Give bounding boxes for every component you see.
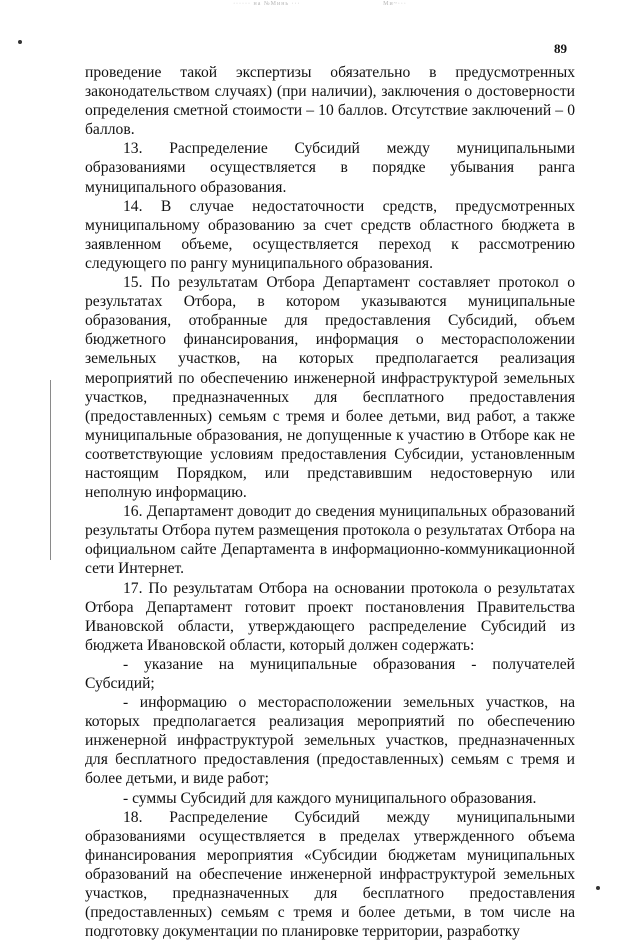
paragraph-17: 17. По результатам Отбора на основании протокола о результатах Отбора Департамент готовит проект постановления Правительства Ивановской области, утверждающего распределение Субсидий из бюджета Ивановской области, который должен содержать:	[85, 579, 575, 654]
paragraph-16: 16. Департамент доводит до сведения муниципальных образований результаты Отбора путем размещения протокола о результатах Отбора на официальном сайте Департамента в информационно-коммуникационной сети Интернет.	[85, 503, 575, 578]
scan-header-left: ······ на №Минь ···	[233, 1, 301, 7]
scan-dot	[18, 40, 22, 44]
paragraph-continuation: проведение такой экспертизы обязательно в предусмотренных законодательством случаях) (при наличии), заключения о достоверности определения сметной стоимости – 10 баллов. Отсутствие заключений – 0 баллов.	[85, 64, 575, 139]
scan-dot	[596, 886, 600, 890]
paragraph-14: 14. В случае недостаточности средств, предусмотренных муниципальному образованию за счет средств областного бюджета в заявленном объеме, осуществляется переход к рассмотрению следующего по рангу муниципального образования.	[85, 197, 575, 272]
document-body	[85, 63, 575, 941]
page-number: 89	[554, 41, 567, 56]
paragraph-13: 13. Распределение Субсидий между муниципальными образованиями осуществляется в порядке убывания ранга муниципального образования.	[85, 140, 575, 196]
paragraph-18: 18. Распределение Субсидий между муниципальными образованиями осуществляется в пределах утвержденного объема финансирования мероприятия «Субсидии бюджетам муниципальных образований на обеспечение инженерной инфраструктурой земельных участков, предназначенных для бесплатного предоставления (предоставленных) семьям с тремя и более детьми, в том числе на подготовку документации по планировке территории, разработку	[85, 808, 575, 941]
list-item-amounts: - суммы Субсидий для каждого муниципального образования.	[123, 789, 537, 807]
scan-header	[0, 1, 640, 7]
margin-line	[50, 380, 51, 560]
scan-header-right: Ми~···	[383, 1, 407, 7]
list-item-location: - информацию о месторасположении земельных участков, на которых предполагается реализация мероприятий по обеспечению инженерной инфраструктурой земельных участков, предназначенных для бесплатного предоставления (предоставленных) семьям с тремя и более детьми, и виде работ;	[85, 694, 575, 788]
list-item-recipients: - указание на муниципальные образования - получателей Субсидий;	[85, 655, 575, 692]
paragraph-15: 15. По результатам Отбора Департамент составляет протокол о результатах Отбора, в котором указываются муниципальные образования, отобранные для предоставления Субсидий, объем бюджетного финансирования, информация о месторасположении земельных участков, на которых предполагается реализация мероприятий по обеспечению инженерной инфраструктурой земельных участков, предназначенных для бесплатного предоставления (предоставленных) семьям с тремя и более детьми, вид работ, а также муниципальные образования, не допущенные к участию в Отборе как не соответствующие условиям предоставления Субсидии, установленным настоящим Порядком, или представившим недостоверную или неполную информацию.	[85, 274, 575, 502]
